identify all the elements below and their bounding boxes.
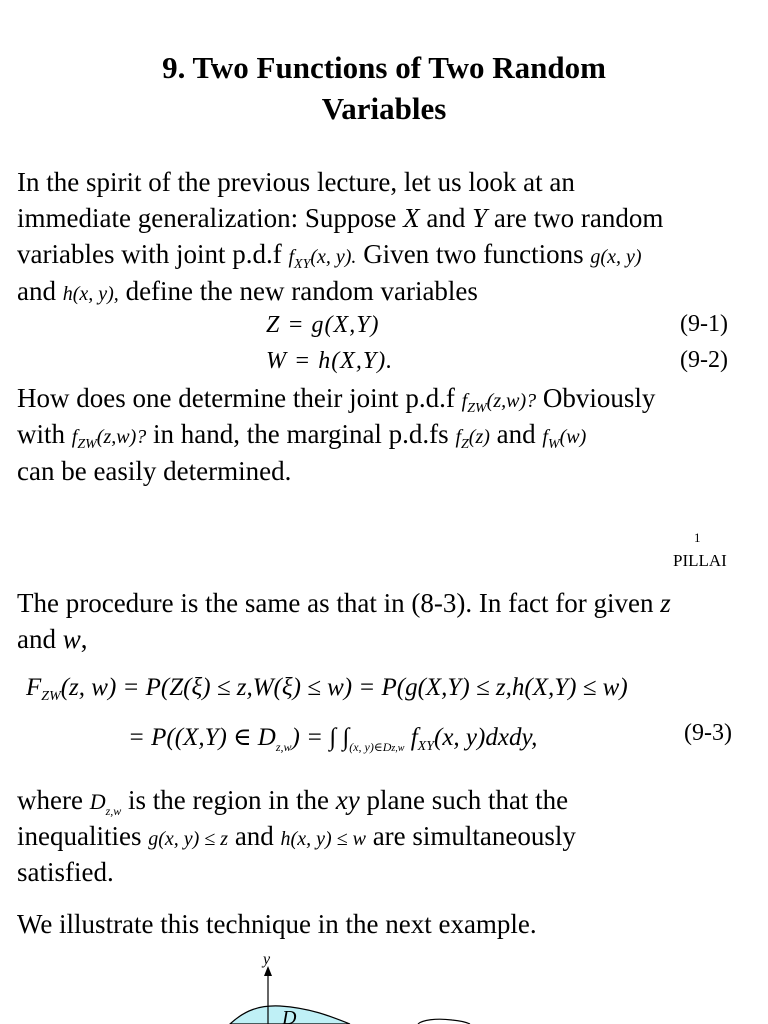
math-fzw-1: $f_{ZW}(z,w)$? (461, 390, 537, 416)
slide2-paragraph-1-line-2: and w, (17, 624, 88, 654)
math-D-region: $D_{z,w}$ (89, 789, 122, 818)
paragraph-2-line-3: can be easily determined. (17, 456, 292, 486)
region-figure (200, 950, 500, 1024)
slide2-paragraph-2-line-2: inequalities g(x, y) ≤ z and h(x, y) ≤ w are simultaneously (17, 821, 576, 851)
equation-number-9-2: (9-2) (680, 347, 728, 373)
region-label: D (282, 1007, 297, 1024)
equation-9-3-line-1: $F_{ZW}(z$, w) = P(Z(ξ) ≤ z,W(ξ) ≤ w) = P(g(X,Y) ≤ z,h(X,Y) ≤ w) (26, 674, 628, 704)
page-number: 1 (694, 530, 701, 545)
slide2-paragraph-2-line-1: where $D_{z,w}$ is the region in the xy plane such that the (17, 785, 569, 818)
paragraph-2-line-2: with $f_{ZW}(z,w)$? in hand, the marginal p.d.fs $f_Z(z)$ and $f_W(w)$ (17, 419, 587, 452)
var-X: X (403, 203, 420, 233)
math-fz: $f_Z(z)$ (455, 426, 490, 452)
math-fzw-2: $f_{ZW}(z,w)$? (71, 426, 147, 452)
math-gxy: g(x, y) (590, 246, 642, 268)
slide2-paragraph-1-line-1: The procedure is the same as that in (8-3). In fact for given z (17, 588, 671, 618)
author-footer: PILLAI (673, 551, 727, 570)
math-ineq-h: h(x, y) ≤ w (280, 828, 366, 850)
paragraph-1-line-4: and h(x, y), define the new random variables (17, 276, 478, 306)
equation-9-1: Z = g(X,Y) (266, 312, 380, 338)
math-fw: $f_W(w)$ (542, 426, 587, 452)
slide2-paragraph-3: We illustrate this technique in the next example. (17, 909, 537, 939)
paragraph-2-line-1: How does one determine their joint p.d.f $f_{ZW}(z,w)$? Obviously (17, 383, 656, 416)
y-axis-label: y (263, 951, 271, 968)
paragraph-1-line-3: variables with joint p.d.f $f_{XY}(x$, y). Given two functions g(x, y) (17, 239, 642, 272)
equation-9-3-line-2: = P((X,Y) ∈ $D_{z,w}$) = ∫ $\int_{(x, y)\in Dz,w}$ $f_{XY}(x$, y)dxdy, (128, 724, 538, 754)
equation-9-2: W = h(X,Y). (266, 348, 394, 374)
math-hxy: h(x, y), (62, 283, 119, 305)
math-ineq-g: g(x, y) ≤ z (148, 828, 229, 850)
var-z: z (660, 588, 671, 618)
paragraph-1-line-1: In the spirit of the previous lecture, let us look at an (17, 167, 575, 197)
slide-title-line-1: 9. Two Functions of Two Random (162, 50, 606, 85)
slide-title-line-2: Variables (321, 91, 447, 126)
var-w: w (62, 624, 81, 654)
var-Y: Y (472, 203, 488, 233)
equation-number-9-1: (9-1) (680, 311, 728, 337)
math-fxy: $f_{XY}(x$, y). (288, 246, 357, 272)
paragraph-1-line-2: immediate generalization: Suppose X and Y are two random (17, 203, 664, 233)
equation-number-9-3: (9-3) (684, 720, 732, 746)
region-second-curve (418, 1019, 470, 1024)
slide2-paragraph-2-line-3: satisfied. (17, 857, 114, 887)
